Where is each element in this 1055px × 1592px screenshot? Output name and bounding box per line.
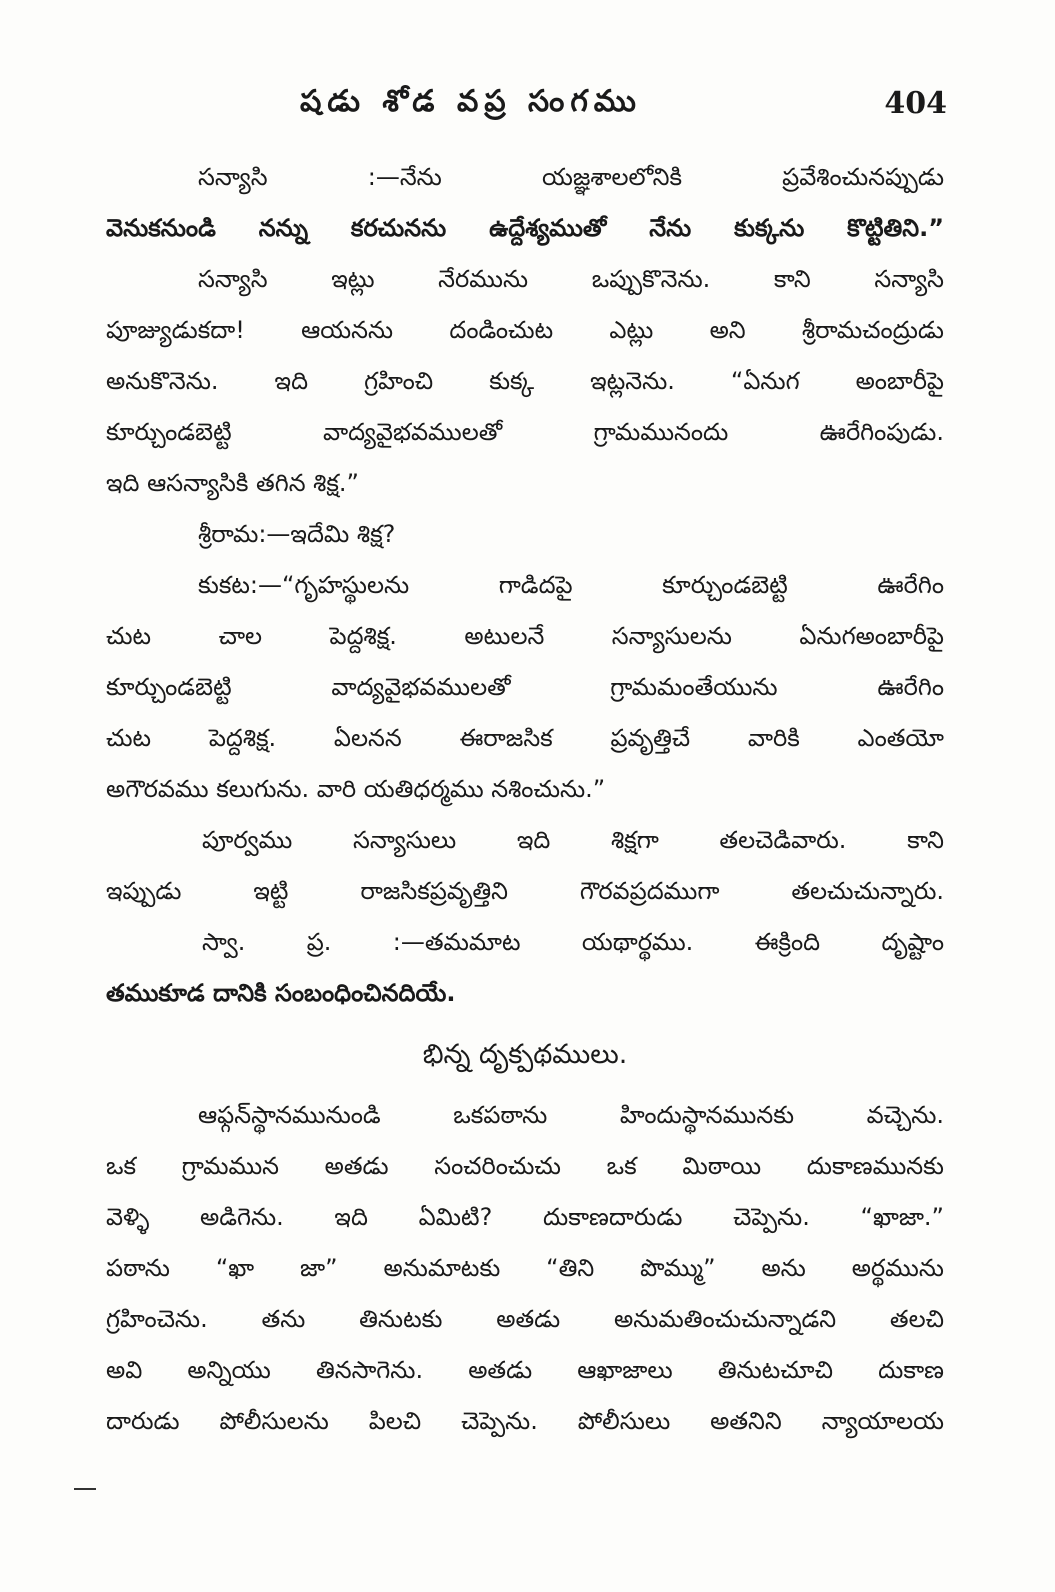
text-line: అగౌరవము కలుగును. వారి యతిధర్మము నశించును.” — [106, 775, 606, 803]
paragraph-2 — [106, 254, 944, 509]
page-number: 404 — [884, 86, 947, 121]
text-line: గ్రహించెను. తను తినుటకు అతడు అనుమతించుచున్నాడని తలచి — [106, 1305, 944, 1333]
page-header — [0, 78, 1055, 128]
text-line: వెళ్ళి అడిగెను. ఇది ఏమిటి? దుకాణదారుడు చెప్పెను. “ఖాజా.” — [106, 1203, 944, 1231]
running-title: షడు శోడ వప్ర సంగము — [300, 84, 642, 119]
text-line: పూజ్యుడుకదా! ఆయనను దండించుట ఎట్లు అని శ్రీరామచంద్రుడు — [106, 316, 944, 344]
text-line: ఆఫ్గన్‌స్థానమునుండి ఒకపఠాను హిందుస్థానమునకు వచ్చెను. — [198, 1101, 944, 1129]
text-line: పూర్వము సన్యాసులు ఇది శిక్షగా తలచెడివారు. కాని — [202, 826, 944, 854]
text-line: పఠాను “ఖా జా” అనుమాటకు “తిని పొమ్ము” అను అర్థమును — [106, 1254, 944, 1282]
text-line: చుట చాల పెద్దశిక్ష. అటులనే సన్యాసులను ఏనుగఅంబారీపై — [106, 622, 944, 650]
text-line: కుకట:—“గృహస్థులను గాడిదపై కూర్చుండబెట్టి ఊరేగిం — [198, 571, 944, 599]
text-line: సన్యాసి :—నేను యజ్ఞశాలలోనికి ప్రవేశించునప్పుడు — [198, 163, 944, 191]
paragraph-1 — [106, 152, 944, 254]
paragraph-6 — [106, 917, 944, 1019]
section-title: భిన్న దృక్పథములు. — [422, 1039, 628, 1070]
text-line: స్వా. ప్ర. :—తమమాట యథార్థము. ఈక్రింది దృష్టాం — [202, 928, 944, 956]
text-line: అవి అన్నియు తినసాగెను. అతడు ఆఖాజాలు తినుటచూచి దుకాణ — [106, 1356, 944, 1384]
text-line: శ్రీరామ:—ఇదేమి శిక్ష? — [198, 520, 396, 548]
text-line: వెనుకనుండి నన్ను కరచునను ఉద్దేశ్యముతో నేను కుక్కను కొట్టితిని.” — [106, 214, 944, 242]
paragraph-5 — [106, 815, 944, 917]
text-line: సన్యాసి ఇట్లు నేరమును ఒప్పుకొనెను. కాని సన్యాసి — [198, 265, 944, 293]
text-line: కూర్చుండబెట్టి వాద్యవైభవములతో గ్రామమునందు ఊరేగింపుడు. — [106, 418, 944, 446]
text-line: దారుడు పోలీసులను పిలచి చెప్పెను. పోలీసులు అతనిని న్యాయాలయ — [106, 1407, 944, 1435]
paragraph-4 — [106, 560, 944, 815]
paragraph-3 — [106, 509, 944, 560]
text-line: ఇది ఆసన్యాసికి తగిన శిక్ష.” — [106, 469, 359, 497]
margin-mark — [74, 1488, 96, 1490]
text-line: తముకూడ దానికి సంబంధించినదియే. — [106, 979, 456, 1007]
text-line: ఒక గ్రామమున అతడు సంచరించుచు ఒక మిఠాయి దుకాణమునకు — [106, 1152, 944, 1180]
text-line: చుట పెద్దశిక్ష. ఏలనన ఈరాజసిక ప్రవృత్తిచే వారికి ఎంతయో — [106, 724, 944, 752]
text-line: కూర్చుండబెట్టి వాద్యవైభవములతో గ్రామమంతేయును ఊరేగిం — [106, 673, 944, 701]
text-line: అనుకొనెను. ఇది గ్రహించి కుక్క ఇట్లనెను. “ఏనుగ అంబారీపై — [106, 367, 944, 395]
paragraph-7 — [106, 1090, 944, 1447]
body-text — [106, 152, 944, 1447]
text-line: ఇప్పుడు ఇట్టి రాజసికప్రవృత్తిని గౌరవప్రదముగా తలచుచున్నారు. — [106, 877, 944, 905]
